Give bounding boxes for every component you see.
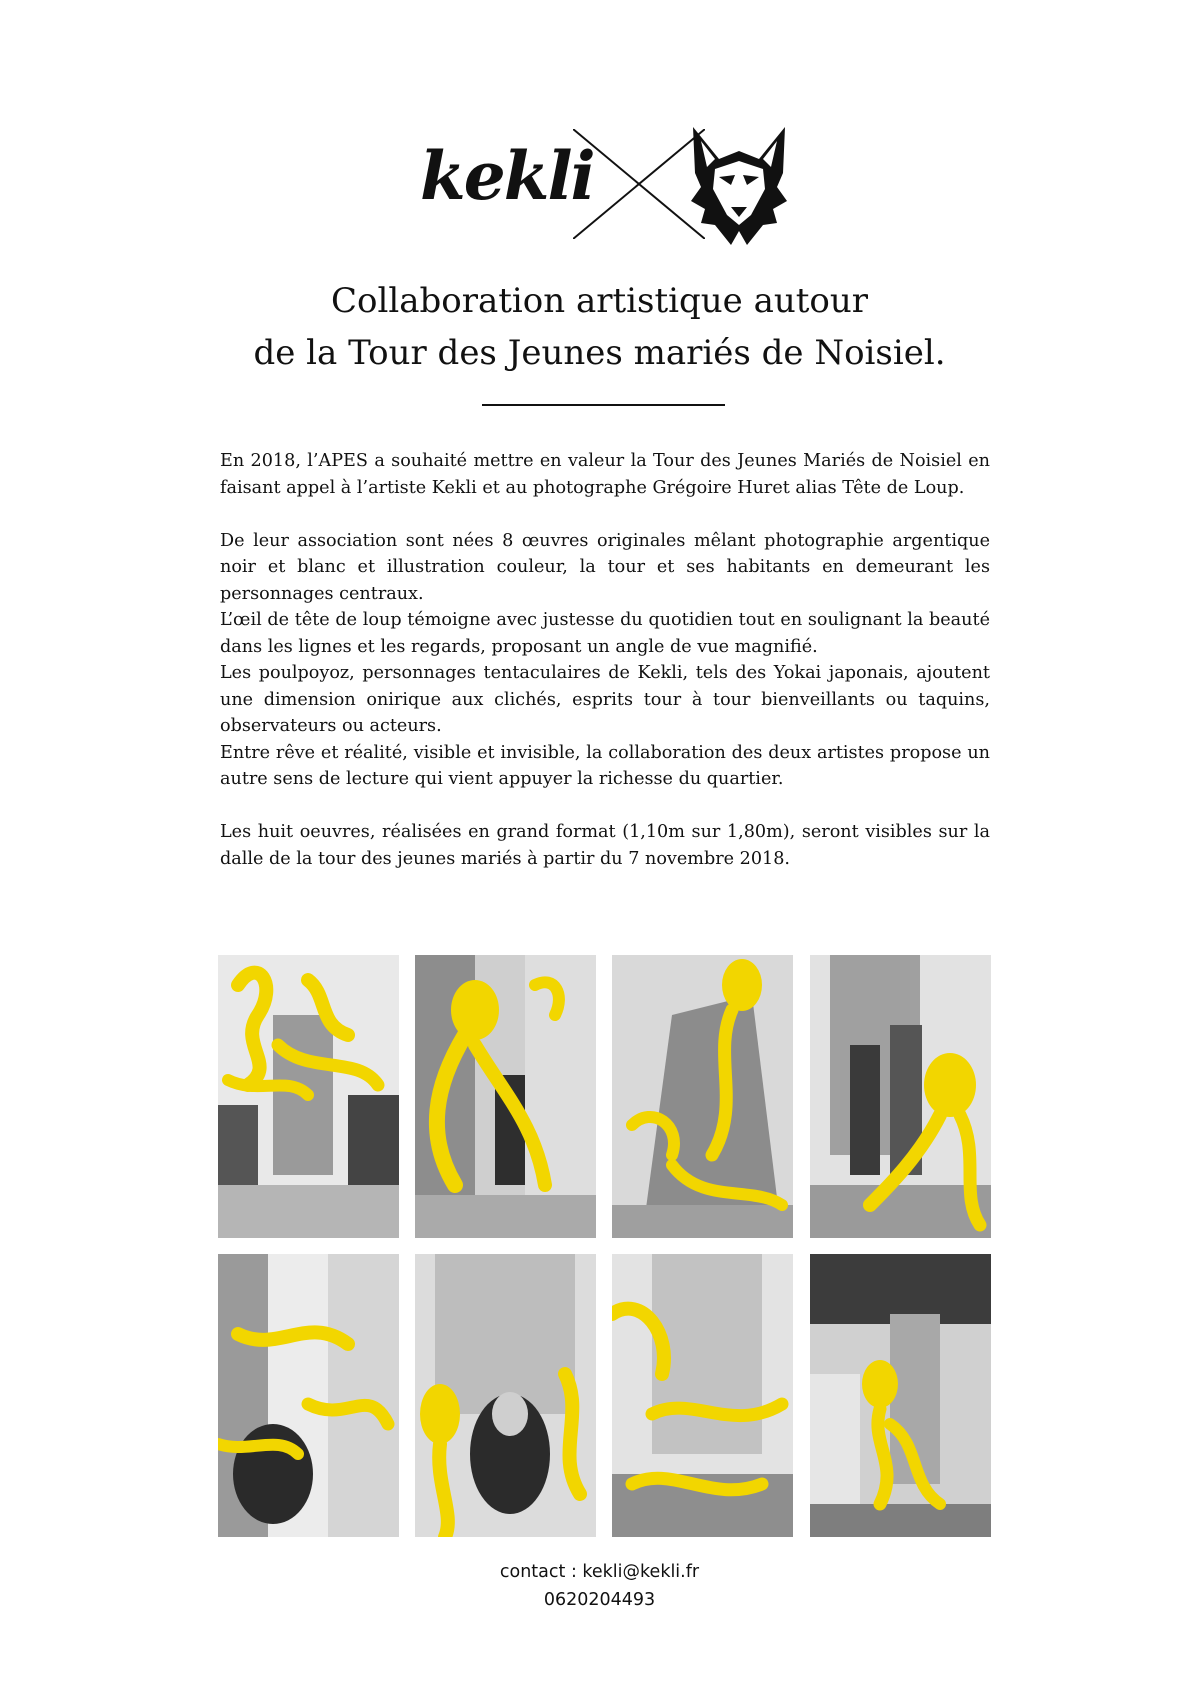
paragraph-collaboration: Entre rêve et réalité, visible et invisible, la collaboration des deux artistes propose un autre sens de lecture qui vient appuyer la richesse du quartier. bbox=[220, 742, 990, 789]
contact-email[interactable]: contact : kekli@kekli.fr bbox=[499, 1562, 700, 1582]
paragraph-association: De leur association sont nées 8 œuvres originales mêlant photographie argentique noir et blanc et illustration couleur, la tour et ses habitants en demeurant les personnages centraux. bbox=[220, 530, 990, 604]
artwork-image bbox=[612, 955, 793, 1238]
artwork-image bbox=[810, 955, 991, 1238]
contact-phone[interactable]: 0620204493 bbox=[543, 1590, 656, 1610]
title-line-2: de la Tour des Jeunes mariés de Noisiel. bbox=[253, 333, 946, 373]
wolf-head-icon bbox=[685, 123, 793, 247]
spacer bbox=[220, 501, 990, 528]
artwork-gallery bbox=[218, 955, 991, 1537]
artwork-image bbox=[415, 1254, 596, 1537]
paragraph-photographer: L’œil de tête de loup témoigne avec justesse du quotidien tout en soulignant la beauté dans les lignes et les regards, proposant un angle de vue magnifié. bbox=[220, 610, 990, 657]
artwork-image bbox=[218, 1254, 399, 1537]
contact-block bbox=[0, 1558, 1199, 1614]
title-divider bbox=[482, 404, 725, 406]
artwork-image bbox=[415, 955, 596, 1238]
paragraph-poulpoyoz: Les poulpoyoz, personnages tentaculaires de Kekli, tels des Yokai japonais, ajoutent une dimension onirique aux clichés, esprits tour à tour bienveillants ou taquins, observateurs ou acteurs. bbox=[220, 663, 990, 736]
artwork-image bbox=[810, 1254, 991, 1537]
title-line-1: Collaboration artistique autour bbox=[330, 281, 869, 321]
body-text bbox=[220, 448, 990, 872]
artwork-image bbox=[218, 955, 399, 1238]
spacer bbox=[220, 793, 990, 820]
page-title bbox=[0, 275, 1199, 379]
paragraph-intro: En 2018, l’APES a souhaité mettre en valeur la Tour des Jeunes Mariés de Noisiel en faisant appel à l’artiste Kekli et au photographe Grégoire Huret alias Tête de Loup. bbox=[220, 451, 990, 498]
kekli-logo: kekli bbox=[420, 137, 594, 215]
paragraph-exhibition: Les huit oeuvres, réalisées en grand format (1,10m sur 1,80m), seront visibles sur la dalle de la tour des jeunes mariés à partir du 7 novembre 2018. bbox=[220, 822, 990, 869]
header-logos bbox=[380, 115, 800, 245]
artwork-image bbox=[612, 1254, 793, 1537]
